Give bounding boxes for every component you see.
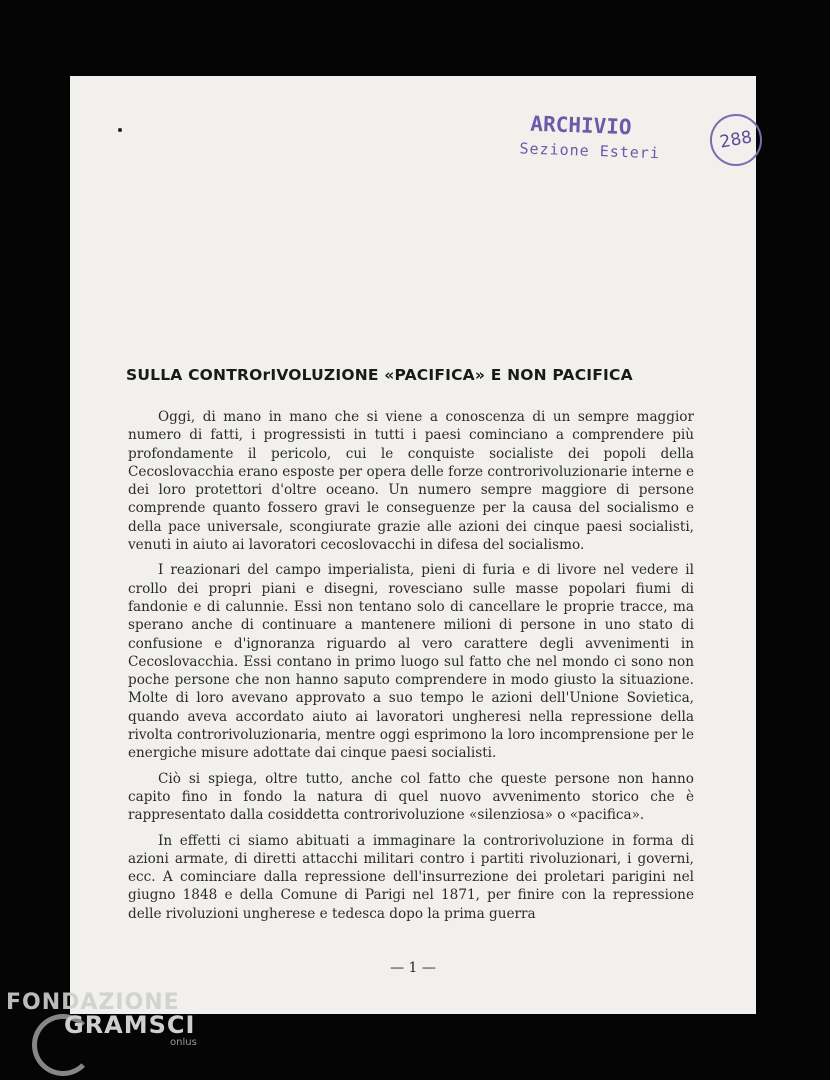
paper-speck bbox=[118, 128, 122, 132]
watermark bbox=[6, 990, 197, 1048]
watermark-line-3: onlus bbox=[170, 1037, 197, 1048]
document-body bbox=[128, 408, 694, 930]
watermark-line-1: FONDAZIONE bbox=[6, 990, 180, 1015]
page-number: — 1 — bbox=[390, 960, 436, 976]
paragraph: In effetti ci siamo abituati a immaginare la controrivoluzione in forma di azioni armate, di diretti attacchi militari contro i partiti rivoluzionari, i governi, ecc. A cominciare dalla repressione dell'insurrezione dei proletari parigini nel giugno 1848 e della Comune di Parigi nel 1871, per finire con la repressione delle rivoluzioni ungherese e tedesca dopo la prima guerra bbox=[128, 832, 694, 922]
stamp-line-1: ARCHIVIO bbox=[530, 111, 632, 140]
archive-number: 288 bbox=[706, 110, 766, 170]
document-page bbox=[70, 76, 756, 1014]
document-title: SULLA CONTROrIVOLUZIONE «PACIFICA» E NON PACIFICA bbox=[126, 366, 633, 384]
archive-stamp bbox=[519, 111, 661, 163]
paragraph: I reazionari del campo imperialista, pieni di furia e di livore nel vedere il crollo dei propri piani e disegni, rovesciano sulle masse popolari fiumi di fandonie e di calunnie. Essi non tentano solo di cancellare le proprie tracce, ma sperano anche di continuare a mantenere milioni di persone in uno stato di confusione e d'ignoranza riguardo al vero carattere degli avvenimenti in Cecoslovacchia. Essi contano in primo luogo sul fatto che nel mondo ci sono non poche persone che non hanno saputo comprendere in modo giusto la situazione. Molte di loro avevano approvato a suo tempo le azioni dell'Unione Sovietica, quando aveva accordato aiuto ai lavoratori ungheresi nella repressione della rivolta controrivoluzionaria, mentre oggi esprimono la loro incomprensione per le energiche misure adottate dai cinque paesi socialisti. bbox=[128, 562, 694, 762]
watermark-line-2: GRAMSCI bbox=[64, 1011, 196, 1039]
stamp-line-2: Sezione Esteri bbox=[519, 139, 661, 163]
paragraph: Ciò si spiega, oltre tutto, anche col fatto che queste persone non hanno capito fino in fondo la natura di quel nuovo avvenimento storico che è rappresentato dalla cosiddetta controrivoluzione «silenziosa» o «pacifica». bbox=[128, 770, 694, 824]
paragraph: Oggi, di mano in mano che si viene a conoscenza di un sempre maggior numero di fatti, i progressisti in tutti i paesi cominciano a comprendere più profondamente il pericolo, cui le conquiste socialiste dei popoli della Cecoslovacchia erano esposte per opera delle forze controrivoluzionarie interne e dei loro protettori d'oltre oceano. Un numero sempre maggiore di persone comprende quanto fossero gravi le conseguenze per la causa del socialismo e della pace universale, scongiurate grazie alle azioni dei cinque paesi socialisti, venuti in aiuto ai lavoratori cecoslovacchi in difesa del socialismo. bbox=[128, 409, 694, 554]
